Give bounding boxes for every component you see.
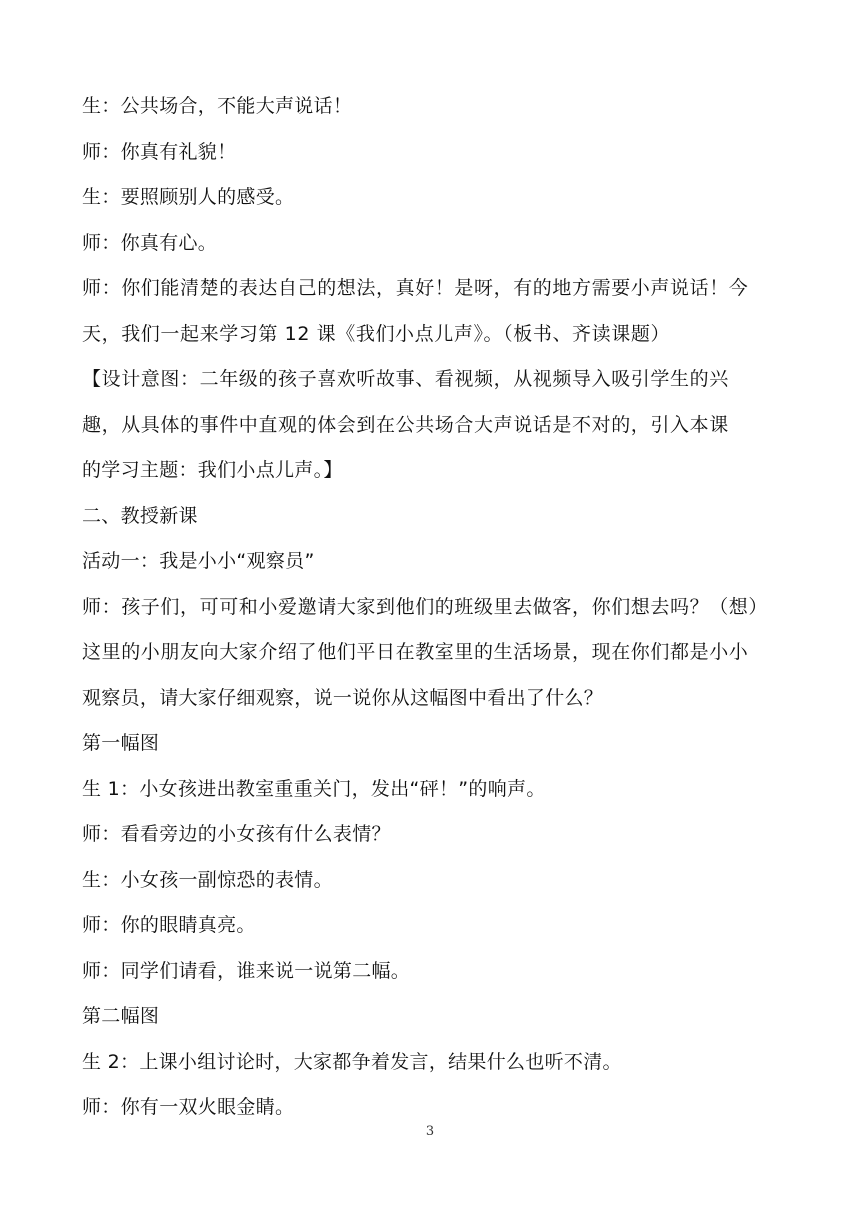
text-line-6: 天，我们一起来学习第 12 课《我们小点儿声》。（板书、齐读课题） bbox=[82, 322, 671, 345]
text-line-23: 师：你有一双火眼金睛。 bbox=[82, 1096, 295, 1118]
subheading-picture-1: 第一幅图 bbox=[82, 732, 160, 754]
activity-heading: 活动一：我是小小“观察员” bbox=[82, 550, 315, 572]
text-line-16: 生 1：小女孩进出教室重重关门，发出“砰！”的响声。 bbox=[82, 777, 546, 800]
subheading-picture-2: 第二幅图 bbox=[82, 1005, 160, 1027]
text-line-12: 师：孩子们，可可和小爱邀请大家到他们的班级里去做客，你们想去吗？（想） bbox=[82, 595, 769, 618]
text-line-5: 师：你们能清楚的表达自己的想法，真好！是呀，有的地方需要小声说话！今 bbox=[82, 277, 749, 299]
text-line-17: 师：看看旁边的小女孩有什么表情？ bbox=[82, 823, 391, 845]
document-body bbox=[82, 84, 782, 1131]
text-line-2: 师：你真有礼貌！ bbox=[82, 140, 237, 163]
text-line-22: 生 2：上课小组讨论时，大家都争着发言，结果什么也听不清。 bbox=[82, 1050, 622, 1073]
text-line-18: 生：小女孩一副惊恐的表情。 bbox=[82, 868, 333, 891]
design-intent-line-1: 【设计意图：二年级的孩子喜欢听故事、看视频，从视频导入吸引学生的兴 bbox=[82, 368, 729, 390]
text-line-3: 生：要照顾别人的感受。 bbox=[82, 186, 295, 208]
text-line-1: 生：公共场合，不能大声说话！ bbox=[82, 95, 353, 117]
design-intent-line-2: 趣，从具体的事件中直观的体会到在公共场合大声说话是不对的，引入本课 bbox=[82, 413, 729, 436]
text-line-4: 师：你真有心。 bbox=[82, 231, 218, 254]
text-line-14: 观察员，请大家仔细观察，说一说你从这幅图中看出了什么？ bbox=[82, 686, 604, 709]
text-line-20: 师：同学们请看，谁来说一说第二幅。 bbox=[82, 959, 411, 982]
text-line-19: 师：你的眼睛真亮。 bbox=[82, 914, 256, 936]
section-heading: 二、教授新课 bbox=[82, 504, 198, 527]
design-intent-line-3: 的学习主题：我们小点儿声。】 bbox=[82, 459, 343, 481]
text-line-13: 这里的小朋友向大家介绍了他们平日在教室里的生活场景，现在你们都是小小 bbox=[82, 641, 749, 663]
page-number: 3 bbox=[425, 1124, 435, 1139]
